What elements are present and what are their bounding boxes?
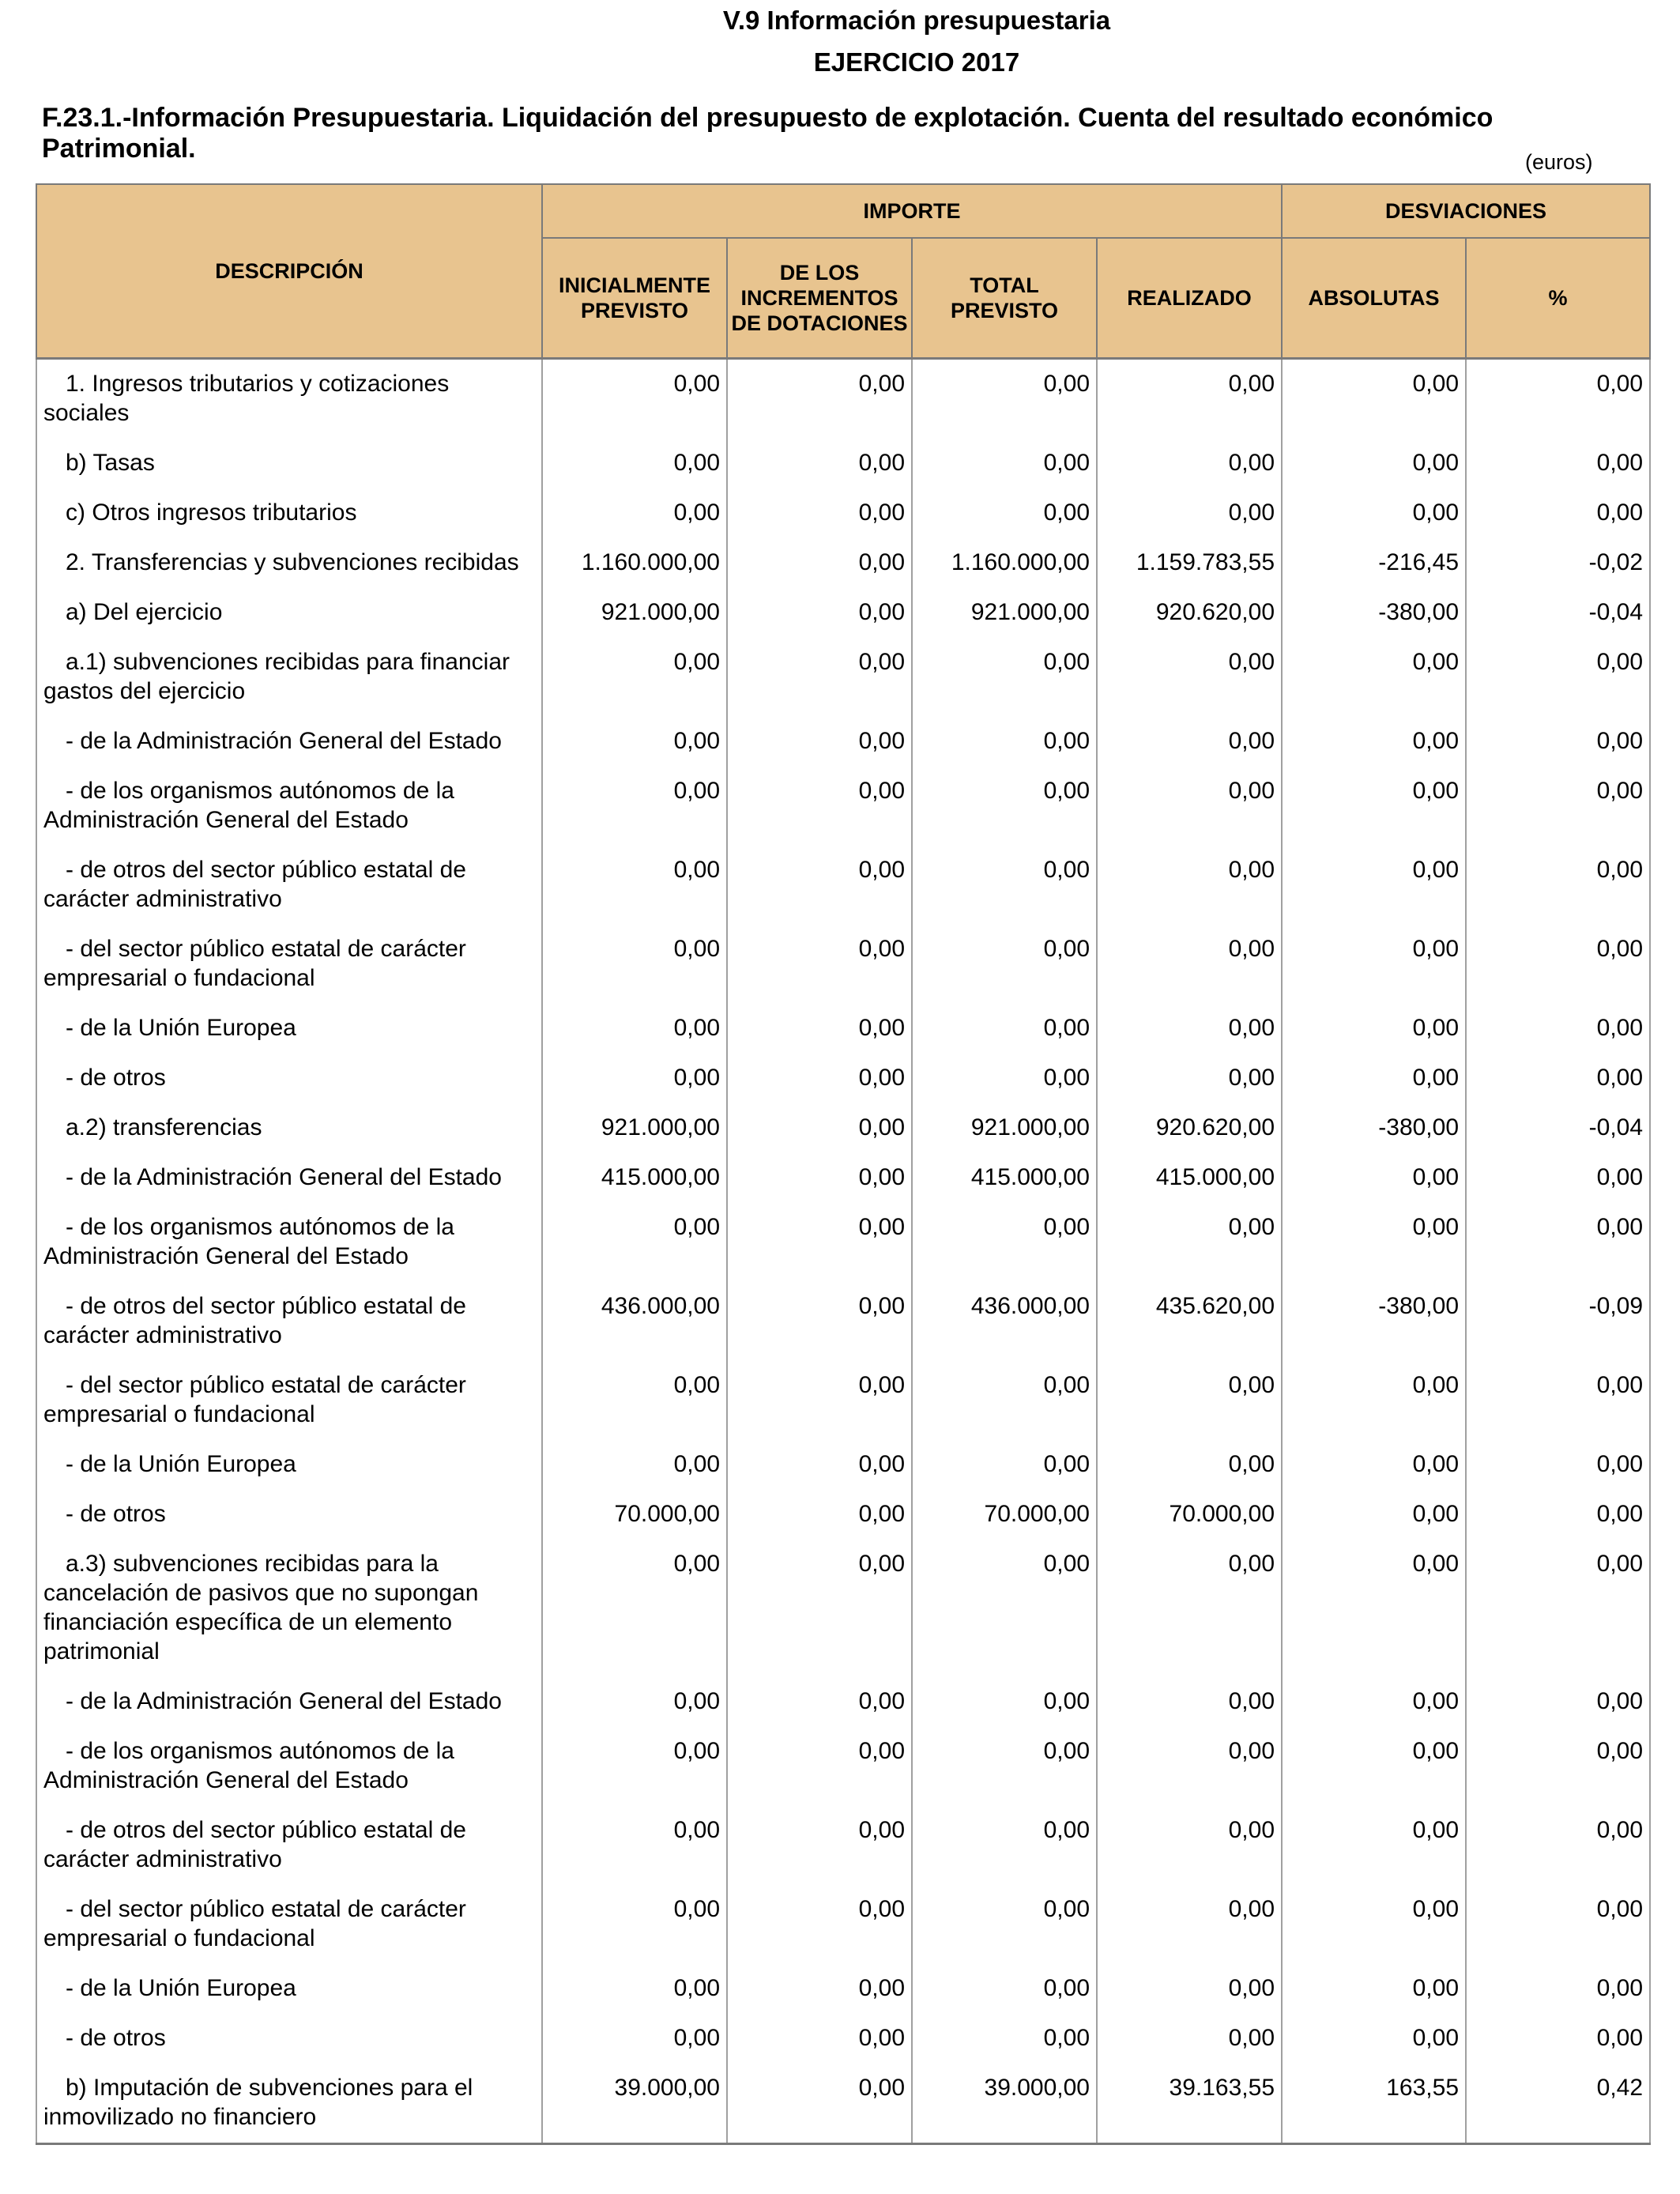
cell-inicialmente-previsto: 0,00 [542,925,727,1004]
row-description [36,538,542,588]
cell-realizado: 0,00 [1097,439,1282,488]
cell-incrementos-dotaciones: 0,00 [727,925,912,1004]
cell-incrementos-dotaciones: 0,00 [727,1540,912,1677]
cell-percent: 0,42 [1466,2064,1650,2144]
cell-percent: 0,00 [1466,1203,1650,1282]
cell-incrementos-dotaciones: 0,00 [727,439,912,488]
row-description [36,1677,542,1727]
cell-total-previsto: 0,00 [912,359,1097,439]
table-row [36,1677,1650,1727]
row-description [36,1964,542,2014]
table-row [36,359,1650,439]
cell-absolutas: -380,00 [1282,1282,1466,1361]
table-row [36,439,1650,488]
table-body [36,359,1650,2144]
row-description [36,925,542,1004]
cell-realizado: 0,00 [1097,1540,1282,1677]
table-row [36,2014,1650,2064]
cell-incrementos-dotaciones: 0,00 [727,1153,912,1203]
cell-inicialmente-previsto: 0,00 [542,767,727,846]
cell-incrementos-dotaciones: 0,00 [727,2064,912,2144]
cell-absolutas: 0,00 [1282,1153,1466,1203]
cell-percent: 0,00 [1466,1490,1650,1540]
row-description [36,359,542,439]
row-description-text: a.3) subvenciones recibidas para la cancelación de pasivos que no supongan financiación específica de un elemento patrimonial [43,1551,479,1664]
cell-total-previsto: 0,00 [912,1054,1097,1103]
cell-realizado: 435.620,00 [1097,1282,1282,1361]
header-description: DESCRIPCIÓN [36,184,542,359]
cell-total-previsto: 0,00 [912,1004,1097,1054]
cell-inicialmente-previsto: 0,00 [542,1677,727,1727]
table-row [36,2064,1650,2144]
cell-percent: 0,00 [1466,925,1650,1004]
row-description [36,1054,542,1103]
cell-incrementos-dotaciones: 0,00 [727,1885,912,1964]
cell-realizado: 0,00 [1097,925,1282,1004]
cell-realizado: 0,00 [1097,359,1282,439]
cell-percent: 0,00 [1466,1806,1650,1885]
cell-realizado: 0,00 [1097,1203,1282,1282]
cell-realizado: 920.620,00 [1097,1103,1282,1153]
row-description-text: - de la Unión Europea [66,1451,296,1477]
row-description [36,1440,542,1490]
cell-incrementos-dotaciones: 0,00 [727,538,912,588]
cell-percent: 0,00 [1466,846,1650,925]
section-title: V.9 Información presupuestaria [722,6,1111,35]
header-total-previsto: TOTAL PREVISTO [912,238,1097,359]
cell-inicialmente-previsto: 0,00 [542,717,727,767]
row-description-text: - de otros del sector público estatal de carácter administrativo [43,1817,466,1872]
row-description [36,1885,542,1964]
cell-inicialmente-previsto: 1.160.000,00 [542,538,727,588]
header-realizado: REALIZADO [1097,238,1282,359]
cell-absolutas: -380,00 [1282,588,1466,638]
cell-percent: 0,00 [1466,1964,1650,2014]
row-description [36,767,542,846]
cell-percent: 0,00 [1466,1677,1650,1727]
cell-absolutas: 0,00 [1282,1361,1466,1440]
table-row [36,1361,1650,1440]
cell-incrementos-dotaciones: 0,00 [727,488,912,538]
cell-absolutas: 0,00 [1282,1885,1466,1964]
cell-realizado: 0,00 [1097,1806,1282,1885]
table-row [36,1203,1650,1282]
cell-percent: 0,00 [1466,488,1650,538]
cell-realizado: 0,00 [1097,1677,1282,1727]
cell-total-previsto: 39.000,00 [912,2064,1097,2144]
cell-absolutas: 0,00 [1282,1203,1466,1282]
cell-incrementos-dotaciones: 0,00 [727,1440,912,1490]
cell-realizado: 0,00 [1097,1361,1282,1440]
cell-percent: 0,00 [1466,1885,1650,1964]
cell-absolutas: -380,00 [1282,1103,1466,1153]
cell-total-previsto: 70.000,00 [912,1490,1097,1540]
table-row [36,925,1650,1004]
table-row [36,638,1650,717]
cell-realizado: 0,00 [1097,1054,1282,1103]
table-row [36,1440,1650,1490]
cell-realizado: 0,00 [1097,767,1282,846]
cell-incrementos-dotaciones: 0,00 [727,359,912,439]
row-description-text: b) Tasas [66,450,155,476]
cell-incrementos-dotaciones: 0,00 [727,588,912,638]
cell-percent: 0,00 [1466,359,1650,439]
row-description-text: - de otros [66,1501,166,1527]
cell-realizado: 0,00 [1097,638,1282,717]
cell-incrementos-dotaciones: 0,00 [727,1203,912,1282]
cell-incrementos-dotaciones: 0,00 [727,1361,912,1440]
cell-incrementos-dotaciones: 0,00 [727,638,912,717]
row-description-text: - de otros [66,1065,166,1091]
cell-realizado: 0,00 [1097,1964,1282,2014]
header-incrementos-dotaciones: DE LOS INCREMENTOS DE DOTACIONES [727,238,912,359]
cell-percent: 0,00 [1466,1153,1650,1203]
cell-absolutas: 0,00 [1282,767,1466,846]
row-description [36,2014,542,2064]
cell-incrementos-dotaciones: 0,00 [727,1490,912,1540]
table-row [36,1964,1650,2014]
cell-percent: 0,00 [1466,1440,1650,1490]
cell-absolutas: 0,00 [1282,1540,1466,1677]
cell-total-previsto: 0,00 [912,846,1097,925]
table-row [36,1054,1650,1103]
cell-total-previsto: 0,00 [912,638,1097,717]
cell-realizado: 70.000,00 [1097,1490,1282,1540]
cell-percent: 0,00 [1466,717,1650,767]
table-row [36,846,1650,925]
cell-total-previsto: 0,00 [912,1361,1097,1440]
cell-realizado: 0,00 [1097,1727,1282,1806]
row-description [36,1806,542,1885]
row-description-text: b) Imputación de subvenciones para el inmovilizado no financiero [43,2075,473,2130]
cell-incrementos-dotaciones: 0,00 [727,1964,912,2014]
cell-inicialmente-previsto: 0,00 [542,439,727,488]
cell-absolutas: 0,00 [1282,717,1466,767]
cell-inicialmente-previsto: 0,00 [542,846,727,925]
cell-realizado: 1.159.783,55 [1097,538,1282,588]
cell-realizado: 0,00 [1097,1004,1282,1054]
row-description-text: - de la Unión Europea [66,1015,296,1041]
header-absolutas: ABSOLUTAS [1282,238,1466,359]
cell-total-previsto: 0,00 [912,717,1097,767]
row-description [36,1361,542,1440]
row-description-text: - de los organismos autónomos de la Administración General del Estado [43,778,454,833]
cell-absolutas: 0,00 [1282,1964,1466,2014]
cell-incrementos-dotaciones: 0,00 [727,2014,912,2064]
row-description [36,1727,542,1806]
fiscal-year: EJERCICIO 2017 [813,47,1020,77]
table-row [36,1806,1650,1885]
cell-realizado: 0,00 [1097,1440,1282,1490]
cell-inicialmente-previsto: 0,00 [542,1361,727,1440]
row-description [36,1282,542,1361]
cell-incrementos-dotaciones: 0,00 [727,767,912,846]
cell-inicialmente-previsto: 39.000,00 [542,2064,727,2144]
cell-inicialmente-previsto: 0,00 [542,2014,727,2064]
cell-absolutas: -216,45 [1282,538,1466,588]
table-row [36,717,1650,767]
cell-percent: -0,04 [1466,588,1650,638]
cell-incrementos-dotaciones: 0,00 [727,846,912,925]
row-description [36,488,542,538]
row-description-text: - de los organismos autónomos de la Administración General del Estado [43,1738,454,1793]
cell-inicialmente-previsto: 70.000,00 [542,1490,727,1540]
cell-incrementos-dotaciones: 0,00 [727,1727,912,1806]
cell-absolutas: 0,00 [1282,1490,1466,1540]
cell-inicialmente-previsto: 0,00 [542,1885,727,1964]
cell-total-previsto: 0,00 [912,1885,1097,1964]
cell-realizado: 0,00 [1097,2014,1282,2064]
row-description-text: - de otros del sector público estatal de carácter administrativo [43,857,466,912]
row-description [36,1203,542,1282]
units-label: (euros) [1525,150,1593,174]
row-description-text: - del sector público estatal de carácter empresarial o fundacional [43,936,466,991]
cell-absolutas: 0,00 [1282,1677,1466,1727]
cell-absolutas: 0,00 [1282,846,1466,925]
cell-absolutas: 0,00 [1282,439,1466,488]
cell-percent: 0,00 [1466,638,1650,717]
row-description-text: a) Del ejercicio [66,599,223,625]
cell-total-previsto: 0,00 [912,767,1097,846]
cell-inicialmente-previsto: 0,00 [542,359,727,439]
table-row [36,1885,1650,1964]
row-description [36,588,542,638]
cell-absolutas: 0,00 [1282,359,1466,439]
cell-percent: -0,02 [1466,538,1650,588]
cell-total-previsto: 0,00 [912,439,1097,488]
cell-total-previsto: 0,00 [912,925,1097,1004]
cell-inicialmente-previsto: 436.000,00 [542,1282,727,1361]
header-inicialmente-previsto: INICIALMENTE PREVISTO [542,238,727,359]
cell-absolutas: 0,00 [1282,1004,1466,1054]
cell-inicialmente-previsto: 0,00 [542,1203,727,1282]
table-row [36,1490,1650,1540]
cell-total-previsto: 0,00 [912,1727,1097,1806]
cell-total-previsto: 1.160.000,00 [912,538,1097,588]
cell-realizado: 0,00 [1097,846,1282,925]
cell-incrementos-dotaciones: 0,00 [727,1004,912,1054]
cell-total-previsto: 0,00 [912,1203,1097,1282]
cell-realizado: 0,00 [1097,1885,1282,1964]
cell-percent: 0,00 [1466,2014,1650,2064]
cell-inicialmente-previsto: 0,00 [542,1054,727,1103]
cell-realizado: 920.620,00 [1097,588,1282,638]
cell-total-previsto: 921.000,00 [912,1103,1097,1153]
table-row [36,1540,1650,1677]
cell-realizado: 415.000,00 [1097,1153,1282,1203]
row-description-text: a.2) transferencias [66,1114,262,1140]
row-description [36,1490,542,1540]
cell-absolutas: 163,55 [1282,2064,1466,2144]
row-description [36,846,542,925]
row-description [36,1540,542,1677]
cell-total-previsto: 0,00 [912,1540,1097,1677]
cell-total-previsto: 415.000,00 [912,1153,1097,1203]
row-description-text: 1. Ingresos tributarios y cotizaciones sociales [43,371,450,426]
cell-percent: 0,00 [1466,1540,1650,1677]
budget-table [36,183,1651,2145]
cell-inicialmente-previsto: 0,00 [542,488,727,538]
row-description [36,1004,542,1054]
row-description-text: - de otros [66,2025,166,2051]
cell-percent: 0,00 [1466,767,1650,846]
cell-absolutas: 0,00 [1282,1727,1466,1806]
row-description-text: - de la Administración General del Estado [66,728,502,754]
table-row [36,1282,1650,1361]
cell-total-previsto: 0,00 [912,1964,1097,2014]
cell-incrementos-dotaciones: 0,00 [727,717,912,767]
cell-total-previsto: 0,00 [912,488,1097,538]
cell-incrementos-dotaciones: 0,00 [727,1677,912,1727]
cell-absolutas: 0,00 [1282,638,1466,717]
cell-absolutas: 0,00 [1282,925,1466,1004]
table-row [36,1727,1650,1806]
cell-incrementos-dotaciones: 0,00 [727,1054,912,1103]
header-group-importe: IMPORTE [542,184,1282,238]
table-row [36,767,1650,846]
row-description-text: a.1) subvenciones recibidas para financiar gastos del ejercicio [43,649,510,704]
table-subtitle: F.23.1.-Información Presupuestaria. Liquidación del presupuesto de explotación. Cuenta del resultado económico Patrimonial. [42,103,1494,164]
header-group-desviaciones: DESVIACIONES [1282,184,1650,238]
cell-inicialmente-previsto: 0,00 [542,1440,727,1490]
cell-absolutas: 0,00 [1282,488,1466,538]
row-description-text: c) Otros ingresos tributarios [66,499,357,526]
row-description-text: 2. Transferencias y subvenciones recibidas [66,549,519,575]
row-description-text: - de los organismos autónomos de la Administración General del Estado [43,1214,454,1269]
row-description-text: - del sector público estatal de carácter empresarial o fundacional [43,1896,466,1951]
cell-percent: 0,00 [1466,1727,1650,1806]
cell-total-previsto: 436.000,00 [912,1282,1097,1361]
cell-total-previsto: 921.000,00 [912,588,1097,638]
row-description [36,2064,542,2144]
table-row [36,1004,1650,1054]
row-description [36,439,542,488]
cell-percent: -0,04 [1466,1103,1650,1153]
cell-realizado: 0,00 [1097,717,1282,767]
cell-percent: 0,00 [1466,1054,1650,1103]
cell-absolutas: 0,00 [1282,1440,1466,1490]
cell-inicialmente-previsto: 0,00 [542,1806,727,1885]
table-row [36,1103,1650,1153]
table-row [36,488,1650,538]
cell-total-previsto: 0,00 [912,1677,1097,1727]
cell-inicialmente-previsto: 921.000,00 [542,588,727,638]
row-description-text: - de otros del sector público estatal de carácter administrativo [43,1293,466,1348]
cell-absolutas: 0,00 [1282,1806,1466,1885]
cell-incrementos-dotaciones: 0,00 [727,1282,912,1361]
table-row [36,538,1650,588]
cell-total-previsto: 0,00 [912,1806,1097,1885]
row-description [36,1153,542,1203]
cell-inicialmente-previsto: 415.000,00 [542,1153,727,1203]
cell-absolutas: 0,00 [1282,2014,1466,2064]
cell-percent: 0,00 [1466,1004,1650,1054]
cell-total-previsto: 0,00 [912,1440,1097,1490]
cell-percent: -0,09 [1466,1282,1650,1361]
cell-inicialmente-previsto: 0,00 [542,1540,727,1677]
cell-incrementos-dotaciones: 0,00 [727,1103,912,1153]
cell-percent: 0,00 [1466,1361,1650,1440]
table-row [36,588,1650,638]
cell-total-previsto: 0,00 [912,2014,1097,2064]
row-description-text: - de la Unión Europea [66,1975,296,2001]
row-description-text: - de la Administración General del Estado [66,1164,502,1190]
cell-inicialmente-previsto: 0,00 [542,638,727,717]
cell-incrementos-dotaciones: 0,00 [727,1806,912,1885]
cell-absolutas: 0,00 [1282,1054,1466,1103]
row-description [36,717,542,767]
row-description [36,638,542,717]
header-percent: % [1466,238,1650,359]
cell-realizado: 0,00 [1097,488,1282,538]
cell-realizado: 39.163,55 [1097,2064,1282,2144]
row-description [36,1103,542,1153]
cell-inicialmente-previsto: 0,00 [542,1727,727,1806]
table-row [36,1153,1650,1203]
row-description-text: - de la Administración General del Estado [66,1688,502,1714]
cell-inicialmente-previsto: 921.000,00 [542,1103,727,1153]
cell-inicialmente-previsto: 0,00 [542,1004,727,1054]
cell-percent: 0,00 [1466,439,1650,488]
row-description-text: - del sector público estatal de carácter empresarial o fundacional [43,1372,466,1427]
cell-inicialmente-previsto: 0,00 [542,1964,727,2014]
